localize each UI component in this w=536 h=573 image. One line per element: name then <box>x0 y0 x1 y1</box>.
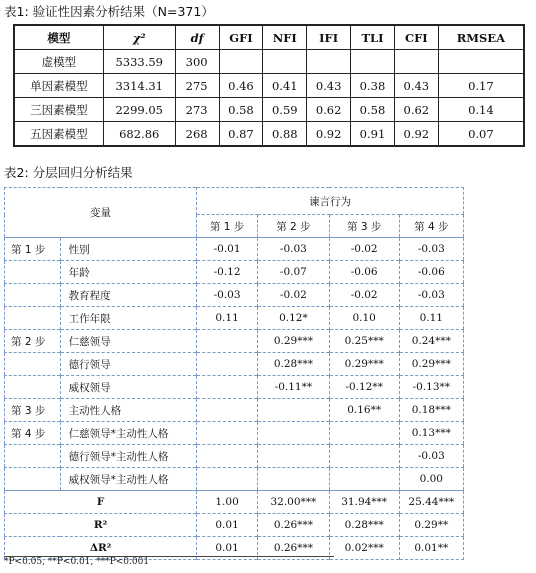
cell: 0.00 <box>399 468 463 491</box>
cell: 0.25*** <box>329 330 399 353</box>
step-label <box>5 445 61 468</box>
stat-label: R² <box>5 514 197 537</box>
variable-name: 仁慈领导*主动性人格 <box>60 422 196 445</box>
significance-footnote: *P<0.05, **P<0.01, ***P<0.001 <box>4 557 150 567</box>
cell: -0.06 <box>399 261 463 284</box>
cell: 0.07 <box>438 122 524 147</box>
table-row <box>14 50 524 74</box>
cell: 0.29** <box>399 514 463 537</box>
cell <box>197 376 258 399</box>
model-name: 单因素模型 <box>14 74 103 98</box>
cell: 0.41 <box>263 74 307 98</box>
col-header: GFI <box>219 25 263 50</box>
cell: 0.11 <box>399 307 463 330</box>
step-label: 第 1 步 <box>5 238 61 261</box>
cell <box>197 399 258 422</box>
cell <box>197 422 258 445</box>
table-row <box>14 122 524 147</box>
group-header: 谏言行为 <box>197 188 464 215</box>
cell: 0.38 <box>351 74 395 98</box>
table2-header-row <box>5 188 464 215</box>
model-name: 三因素模型 <box>14 98 103 122</box>
step-header: 第 3 步 <box>329 215 399 238</box>
cell: 0.29*** <box>258 330 330 353</box>
step-label <box>5 307 61 330</box>
cell <box>197 468 258 491</box>
col-header: χ² <box>103 25 175 50</box>
cell: 0.01 <box>197 514 258 537</box>
cell: 0.62 <box>394 98 438 122</box>
cell: -0.12 <box>197 261 258 284</box>
cell <box>258 422 330 445</box>
cell <box>329 468 399 491</box>
table-row <box>5 353 464 376</box>
cell: 0.10 <box>329 307 399 330</box>
table-row <box>5 445 464 468</box>
col-header: NFI <box>263 25 307 50</box>
cell: 0.14 <box>438 98 524 122</box>
stat-row <box>5 514 464 537</box>
cell: -0.03 <box>399 284 463 307</box>
variable-name: 威权领导*主动性人格 <box>60 468 196 491</box>
cell: -0.07 <box>258 261 330 284</box>
cell: 0.28*** <box>329 514 399 537</box>
variable-name: 仁慈领导 <box>60 330 196 353</box>
cell: 0.01 <box>197 537 258 560</box>
regression-results-table <box>4 187 464 560</box>
cell: -0.02 <box>329 238 399 261</box>
table-row <box>5 468 464 491</box>
stat-label: ΔR² <box>5 537 197 560</box>
table1-caption: 表1: 验证性因素分析结果（N=371） <box>4 4 214 19</box>
cell: 0.43 <box>307 74 351 98</box>
cell: 0.58 <box>351 98 395 122</box>
cell <box>329 422 399 445</box>
stat-label: F <box>5 491 197 514</box>
cell: -0.03 <box>258 238 330 261</box>
variable-name: 工作年限 <box>60 307 196 330</box>
cell: 31.94*** <box>329 491 399 514</box>
cell: -0.02 <box>258 284 330 307</box>
cell: 0.11 <box>197 307 258 330</box>
table2-caption: 表2: 分层回归分析结果 <box>4 165 133 180</box>
cell: -0.13** <box>399 376 463 399</box>
cell: -0.03 <box>399 445 463 468</box>
cell: 32.00*** <box>258 491 330 514</box>
cell <box>329 445 399 468</box>
cell: -0.03 <box>399 238 463 261</box>
step-header: 第 1 步 <box>197 215 258 238</box>
cell: 0.16** <box>329 399 399 422</box>
variable-name: 主动性人格 <box>60 399 196 422</box>
cell: 0.13*** <box>399 422 463 445</box>
step-label: 第 3 步 <box>5 399 61 422</box>
cell: 1.00 <box>197 491 258 514</box>
cell: -0.02 <box>329 284 399 307</box>
cell <box>351 50 395 74</box>
step-label <box>5 284 61 307</box>
cell: 0.01** <box>399 537 463 560</box>
cell: 0.26*** <box>258 537 330 560</box>
cell: 5333.59 <box>103 50 175 74</box>
variable-name: 德行领导*主动性人格 <box>60 445 196 468</box>
cell <box>258 399 330 422</box>
cfa-results-table <box>13 24 525 147</box>
cell: -0.01 <box>197 238 258 261</box>
cell: 0.02*** <box>329 537 399 560</box>
variable-name: 教育程度 <box>60 284 196 307</box>
step-header: 第 2 步 <box>258 215 330 238</box>
cell: 0.29*** <box>329 353 399 376</box>
table-row <box>5 330 464 353</box>
cell: 0.92 <box>394 122 438 147</box>
col-header: IFI <box>307 25 351 50</box>
cell <box>197 353 258 376</box>
table-row <box>5 284 464 307</box>
step-label: 第 4 步 <box>5 422 61 445</box>
cell <box>263 50 307 74</box>
variable-name: 德行领导 <box>60 353 196 376</box>
cell: 0.29*** <box>399 353 463 376</box>
cell: 0.88 <box>263 122 307 147</box>
cell: 300 <box>175 50 219 74</box>
table-row <box>5 399 464 422</box>
cell: -0.12** <box>329 376 399 399</box>
cell: 275 <box>175 74 219 98</box>
variable-name: 威权领导 <box>60 376 196 399</box>
cell: 0.18*** <box>399 399 463 422</box>
cell: 273 <box>175 98 219 122</box>
col-header: TLI <box>351 25 395 50</box>
step-label: 第 2 步 <box>5 330 61 353</box>
cell <box>197 330 258 353</box>
cell: -0.06 <box>329 261 399 284</box>
cell: 0.59 <box>263 98 307 122</box>
table-row <box>5 376 464 399</box>
cell <box>197 445 258 468</box>
cell <box>258 468 330 491</box>
table-row <box>5 307 464 330</box>
cell: 0.26*** <box>258 514 330 537</box>
table-row <box>14 98 524 122</box>
step-label <box>5 376 61 399</box>
model-name: 五因素模型 <box>14 122 103 147</box>
cell <box>394 50 438 74</box>
cell: 0.62 <box>307 98 351 122</box>
cell: 0.28*** <box>258 353 330 376</box>
cell: 0.92 <box>307 122 351 147</box>
step-header: 第 4 步 <box>399 215 463 238</box>
variable-name: 性别 <box>60 238 196 261</box>
col-header: RMSEA <box>438 25 524 50</box>
cell: 0.17 <box>438 74 524 98</box>
table-row <box>5 238 464 261</box>
cell: -0.03 <box>197 284 258 307</box>
stat-row <box>5 491 464 514</box>
cell: 0.91 <box>351 122 395 147</box>
cell: 25.44*** <box>399 491 463 514</box>
col-header: 模型 <box>14 25 103 50</box>
col-header: df <box>175 25 219 50</box>
table1-header-row <box>14 25 524 50</box>
col-header: CFI <box>394 25 438 50</box>
variable-name: 年龄 <box>60 261 196 284</box>
table-row <box>5 422 464 445</box>
cell: 0.24*** <box>399 330 463 353</box>
step-label <box>5 261 61 284</box>
cell <box>438 50 524 74</box>
cell: 268 <box>175 122 219 147</box>
variable-header: 变量 <box>90 207 112 219</box>
cell: 0.58 <box>219 98 263 122</box>
cell: 682.86 <box>103 122 175 147</box>
step-label <box>5 468 61 491</box>
cell: 0.12* <box>258 307 330 330</box>
cell: 0.43 <box>394 74 438 98</box>
model-name: 虚模型 <box>14 50 103 74</box>
step-label <box>5 353 61 376</box>
cell: 3314.31 <box>103 74 175 98</box>
cell <box>219 50 263 74</box>
cell: -0.11** <box>258 376 330 399</box>
cell <box>258 445 330 468</box>
cell: 0.46 <box>219 74 263 98</box>
cell: 0.87 <box>219 122 263 147</box>
table-row <box>14 74 524 98</box>
cell <box>307 50 351 74</box>
cell: 2299.05 <box>103 98 175 122</box>
table-row <box>5 261 464 284</box>
